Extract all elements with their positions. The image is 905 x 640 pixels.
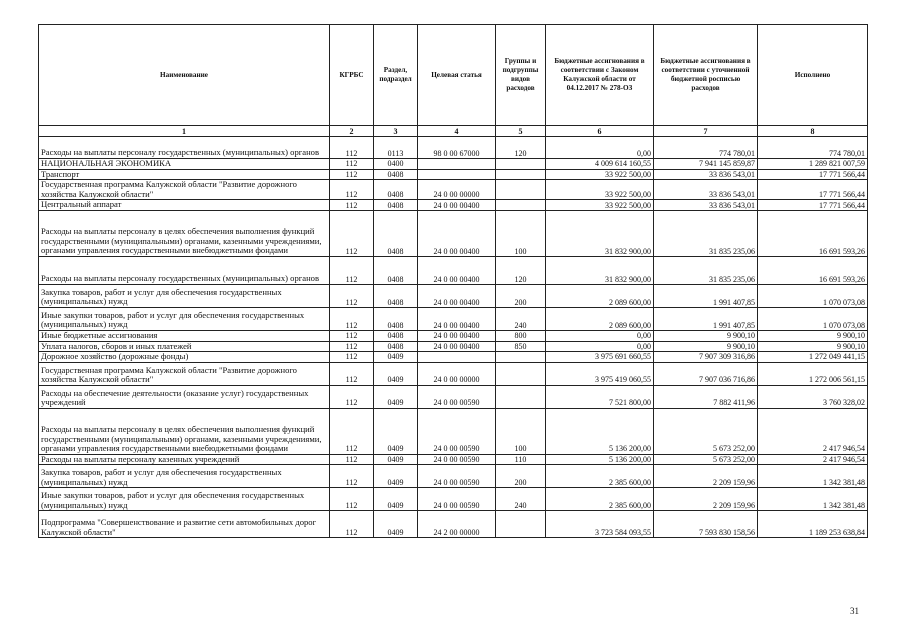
row-target-article: 24 0 00 00400 (418, 284, 496, 307)
row-section: 0409 (374, 454, 418, 465)
row-refined-allocation: 7 882 411,96 (654, 385, 758, 408)
row-target-article (418, 169, 496, 180)
row-expense-group (496, 169, 546, 180)
row-name: Иные закупки товаров, работ и услуг для обеспечения государственных (муниципальных) нужд (39, 488, 330, 511)
row-expense-group: 100 (496, 408, 546, 454)
row-name: Закупка товаров, работ и услуг для обеспечения государственных (муниципальных) нужд (39, 284, 330, 307)
table-row (39, 385, 868, 408)
row-name: Расходы на выплаты персоналу государственных (муниципальных) органов (39, 137, 330, 159)
table-row (39, 330, 868, 341)
table-row (39, 159, 868, 170)
row-kgrbs: 112 (330, 352, 374, 363)
row-target-article: 24 0 00 00590 (418, 454, 496, 465)
row-kgrbs: 112 (330, 210, 374, 256)
row-target-article: 24 0 00 00400 (418, 307, 496, 330)
row-section: 0409 (374, 352, 418, 363)
table-row (39, 341, 868, 352)
row-refined-allocation: 5 673 252,00 (654, 408, 758, 454)
table-row (39, 454, 868, 465)
row-executed: 9 900,10 (758, 341, 868, 352)
table-row (39, 137, 868, 159)
row-section: 0113 (374, 137, 418, 159)
row-section: 0409 (374, 465, 418, 488)
row-name: Транспорт (39, 169, 330, 180)
col-number: 1 (39, 126, 330, 137)
row-target-article (418, 159, 496, 170)
row-law-allocation: 0,00 (546, 137, 654, 159)
row-name: НАЦИОНАЛЬНАЯ ЭКОНОМИКА (39, 159, 330, 170)
row-kgrbs: 112 (330, 200, 374, 211)
row-expense-group (496, 159, 546, 170)
table-body (39, 137, 868, 538)
row-expense-group: 110 (496, 454, 546, 465)
row-refined-allocation: 31 835 235,06 (654, 210, 758, 256)
row-name: Расходы на выплаты персоналу в целях обеспечения выполнения функций государственными (муниципальными) органами, казенными учреждениями, органами управления государственными внебюджетными фондами (39, 408, 330, 454)
row-section: 0409 (374, 488, 418, 511)
row-target-article: 24 0 00 00400 (418, 210, 496, 256)
budget-table (38, 24, 868, 538)
table-row (39, 511, 868, 538)
col-number: 5 (496, 126, 546, 137)
row-refined-allocation: 1 991 407,85 (654, 284, 758, 307)
row-law-allocation: 2 385 600,00 (546, 488, 654, 511)
col-number: 3 (374, 126, 418, 137)
header-row (39, 25, 868, 126)
row-refined-allocation: 33 836 543,01 (654, 180, 758, 200)
row-target-article: 24 0 00 00000 (418, 362, 496, 385)
row-executed: 1 272 006 561,15 (758, 362, 868, 385)
row-target-article: 24 0 00 00000 (418, 180, 496, 200)
col-number: 6 (546, 126, 654, 137)
row-kgrbs: 112 (330, 362, 374, 385)
row-name: Государственная программа Калужской области "Развитие дорожного хозяйства Калужской области" (39, 362, 330, 385)
row-target-article: 24 0 00 00400 (418, 341, 496, 352)
row-target-article: 24 2 00 00000 (418, 511, 496, 538)
row-executed: 774 780,01 (758, 137, 868, 159)
row-section: 0409 (374, 408, 418, 454)
header-section: Раздел, подраздел (374, 25, 418, 126)
row-refined-allocation: 7 593 830 158,56 (654, 511, 758, 538)
table-row (39, 256, 868, 284)
row-section: 0408 (374, 341, 418, 352)
header-executed: Исполнено (758, 25, 868, 126)
row-law-allocation: 3 723 584 093,55 (546, 511, 654, 538)
row-refined-allocation: 7 907 036 716,86 (654, 362, 758, 385)
row-executed: 16 691 593,26 (758, 210, 868, 256)
row-expense-group: 240 (496, 488, 546, 511)
row-name: Уплата налогов, сборов и иных платежей (39, 341, 330, 352)
row-kgrbs: 112 (330, 284, 374, 307)
row-kgrbs: 112 (330, 137, 374, 159)
row-kgrbs: 112 (330, 307, 374, 330)
table-row (39, 352, 868, 363)
row-target-article: 98 0 00 67000 (418, 137, 496, 159)
table-row (39, 180, 868, 200)
row-refined-allocation: 774 780,01 (654, 137, 758, 159)
row-name: Расходы на обеспечение деятельности (оказание услуг) государственных учреждений (39, 385, 330, 408)
row-kgrbs: 112 (330, 330, 374, 341)
page-number: 31 (850, 606, 859, 616)
header-refined-allocations: Бюджетные ассигнования в соответствии с уточненной бюджетной росписью расходов (654, 25, 758, 126)
row-kgrbs: 112 (330, 159, 374, 170)
row-name: Расходы на выплаты персоналу в целях обеспечения выполнения функций государственными (муниципальными) органами, казенными учреждениями, органами управления государственными внебюджетными фондами (39, 210, 330, 256)
row-refined-allocation: 7 941 145 859,87 (654, 159, 758, 170)
row-refined-allocation: 2 209 159,96 (654, 488, 758, 511)
header-name: Наименование (39, 25, 330, 126)
row-target-article (418, 352, 496, 363)
row-kgrbs: 112 (330, 180, 374, 200)
row-section: 0400 (374, 159, 418, 170)
row-expense-group: 200 (496, 465, 546, 488)
row-law-allocation: 31 832 900,00 (546, 256, 654, 284)
row-expense-group: 240 (496, 307, 546, 330)
table-row (39, 210, 868, 256)
row-name: Иные закупки товаров, работ и услуг для обеспечения государственных (муниципальных) нужд (39, 307, 330, 330)
table-row (39, 488, 868, 511)
header-target-article: Целевая статья (418, 25, 496, 126)
table-row (39, 362, 868, 385)
row-law-allocation: 0,00 (546, 330, 654, 341)
row-section: 0409 (374, 362, 418, 385)
col-number: 8 (758, 126, 868, 137)
row-target-article: 24 0 00 00400 (418, 330, 496, 341)
row-executed: 1 189 253 638,84 (758, 511, 868, 538)
row-kgrbs: 112 (330, 169, 374, 180)
row-executed: 1 342 381,48 (758, 488, 868, 511)
row-name: Расходы на выплаты персоналу казенных учреждений (39, 454, 330, 465)
row-section: 0408 (374, 256, 418, 284)
row-kgrbs: 112 (330, 341, 374, 352)
row-law-allocation: 3 975 419 060,55 (546, 362, 654, 385)
row-target-article: 24 0 00 00590 (418, 465, 496, 488)
row-executed: 16 691 593,26 (758, 256, 868, 284)
column-number-row (39, 126, 868, 137)
row-refined-allocation: 5 673 252,00 (654, 454, 758, 465)
row-expense-group (496, 362, 546, 385)
table-row (39, 408, 868, 454)
row-target-article: 24 0 00 00590 (418, 385, 496, 408)
row-name: Дорожное хозяйство (дорожные фонды) (39, 352, 330, 363)
row-target-article: 24 0 00 00400 (418, 200, 496, 211)
row-executed: 3 760 328,02 (758, 385, 868, 408)
row-target-article: 24 0 00 00400 (418, 256, 496, 284)
row-section: 0408 (374, 169, 418, 180)
row-name: Центральный аппарат (39, 200, 330, 211)
table-row (39, 465, 868, 488)
row-law-allocation: 5 136 200,00 (546, 454, 654, 465)
row-executed: 1 342 381,48 (758, 465, 868, 488)
row-refined-allocation: 9 900,10 (654, 341, 758, 352)
row-refined-allocation: 33 836 543,01 (654, 200, 758, 211)
row-law-allocation: 31 832 900,00 (546, 210, 654, 256)
row-expense-group: 850 (496, 341, 546, 352)
row-executed: 1 272 049 441,15 (758, 352, 868, 363)
row-law-allocation: 33 922 500,00 (546, 200, 654, 211)
row-name: Расходы на выплаты персоналу государственных (муниципальных) органов (39, 256, 330, 284)
row-name: Закупка товаров, работ и услуг для обеспечения государственных (муниципальных) нужд (39, 465, 330, 488)
row-section: 0409 (374, 385, 418, 408)
row-law-allocation: 2 089 600,00 (546, 284, 654, 307)
row-law-allocation: 4 009 614 160,55 (546, 159, 654, 170)
row-kgrbs: 112 (330, 488, 374, 511)
row-executed: 1 070 073,08 (758, 284, 868, 307)
row-kgrbs: 112 (330, 385, 374, 408)
row-kgrbs: 112 (330, 465, 374, 488)
row-refined-allocation: 9 900,10 (654, 330, 758, 341)
header-law-allocations: Бюджетные ассигнования в соответствии с Законом Калужской области от 04.12.2017 № 278-ОЗ (546, 25, 654, 126)
row-executed: 17 771 566,44 (758, 200, 868, 211)
row-target-article: 24 0 00 00590 (418, 488, 496, 511)
row-law-allocation: 3 975 691 660,55 (546, 352, 654, 363)
row-executed: 1 070 073,08 (758, 307, 868, 330)
row-section: 0409 (374, 511, 418, 538)
table-row (39, 200, 868, 211)
row-kgrbs: 112 (330, 511, 374, 538)
row-executed: 2 417 946,54 (758, 454, 868, 465)
row-target-article: 24 0 00 00590 (418, 408, 496, 454)
row-name: Государственная программа Калужской области "Развитие дорожного хозяйства Калужской области" (39, 180, 330, 200)
header-expense-groups: Группы и подгруппы видов расходов (496, 25, 546, 126)
row-expense-group (496, 385, 546, 408)
row-section: 0408 (374, 200, 418, 211)
row-refined-allocation: 7 907 309 316,86 (654, 352, 758, 363)
row-kgrbs: 112 (330, 256, 374, 284)
row-law-allocation: 7 521 800,00 (546, 385, 654, 408)
row-expense-group (496, 511, 546, 538)
row-name: Иные бюджетные ассигнования (39, 330, 330, 341)
row-law-allocation: 0,00 (546, 341, 654, 352)
row-expense-group: 100 (496, 210, 546, 256)
row-executed: 2 417 946,54 (758, 408, 868, 454)
row-section: 0408 (374, 284, 418, 307)
row-refined-allocation: 33 836 543,01 (654, 169, 758, 180)
row-expense-group (496, 352, 546, 363)
row-executed: 1 289 821 007,59 (758, 159, 868, 170)
row-executed: 9 900,10 (758, 330, 868, 341)
row-section: 0408 (374, 330, 418, 341)
row-law-allocation: 2 385 600,00 (546, 465, 654, 488)
row-refined-allocation: 31 835 235,06 (654, 256, 758, 284)
row-expense-group: 800 (496, 330, 546, 341)
row-law-allocation: 5 136 200,00 (546, 408, 654, 454)
row-section: 0408 (374, 180, 418, 200)
col-number: 4 (418, 126, 496, 137)
row-executed: 17 771 566,44 (758, 169, 868, 180)
col-number: 7 (654, 126, 758, 137)
header-kgrbs: КГРБС (330, 25, 374, 126)
row-kgrbs: 112 (330, 454, 374, 465)
row-expense-group: 120 (496, 137, 546, 159)
table-row (39, 169, 868, 180)
table-row (39, 284, 868, 307)
budget-table-sheet (38, 24, 868, 538)
row-executed: 17 771 566,44 (758, 180, 868, 200)
row-expense-group: 200 (496, 284, 546, 307)
row-section: 0408 (374, 210, 418, 256)
row-kgrbs: 112 (330, 408, 374, 454)
col-number: 2 (330, 126, 374, 137)
row-refined-allocation: 1 991 407,85 (654, 307, 758, 330)
row-law-allocation: 2 089 600,00 (546, 307, 654, 330)
row-refined-allocation: 2 209 159,96 (654, 465, 758, 488)
table-row (39, 307, 868, 330)
row-law-allocation: 33 922 500,00 (546, 169, 654, 180)
row-name: Подпрограмма "Совершенствование и развитие сети автомобильных дорог Калужской области" (39, 511, 330, 538)
row-expense-group: 120 (496, 256, 546, 284)
row-expense-group (496, 180, 546, 200)
row-section: 0408 (374, 307, 418, 330)
row-law-allocation: 33 922 500,00 (546, 180, 654, 200)
row-expense-group (496, 200, 546, 211)
